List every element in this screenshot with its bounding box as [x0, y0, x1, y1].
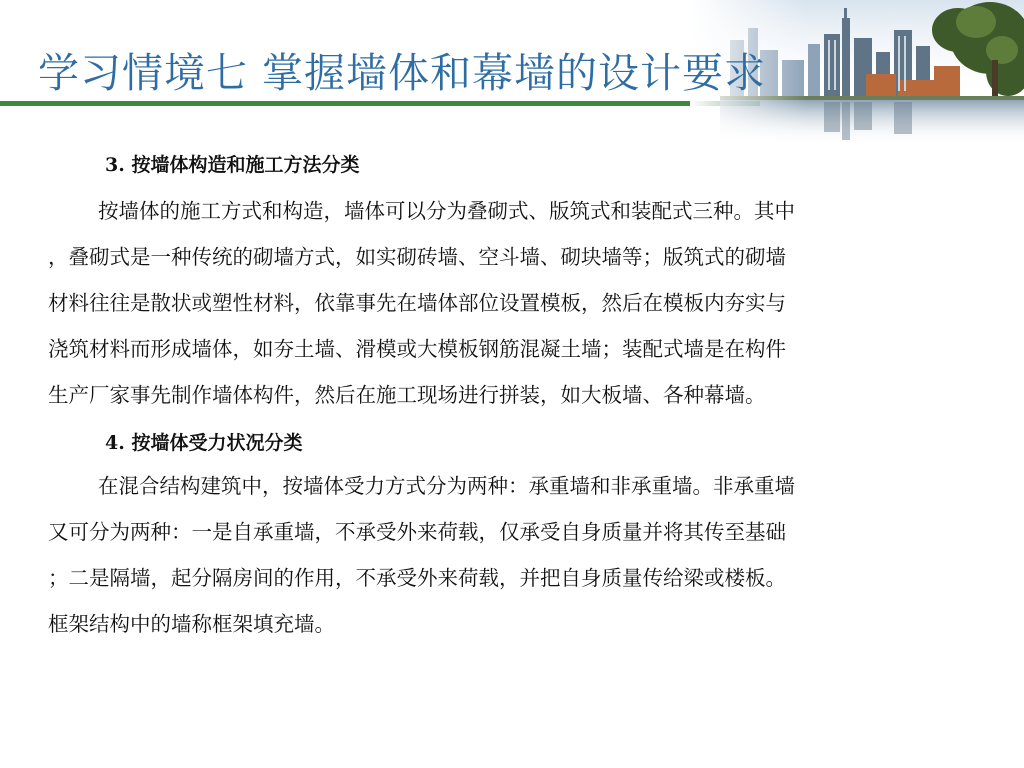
paragraph-line: ；二是隔墙，起分隔房间的作用，不承受外来荷载，并把自身质量传给梁或楼板。 [48, 566, 786, 590]
slide-title: 学习情境七 掌握墙体和幕墙的设计要求 [38, 49, 767, 97]
paragraph-line: 在混合结构建筑中，按墙体受力方式分为两种：承重墙和非承重墙。非承重墙 [98, 474, 795, 498]
section-heading-4: 4. 按墙体受力状况分类 [105, 432, 303, 454]
paragraph-line: 按墙体的施工方式和构造，墙体可以分为叠砌式、版筑式和装配式三种。其中 [98, 199, 795, 223]
section-4-paragraph [48, 463, 973, 647]
paragraph-line: 材料往往是散状或塑性材料，依靠事先在墙体部位设置模板，然后在模板内夯实与 [48, 291, 786, 315]
paragraph-line: 浇筑材料而形成墙体，如夯土墙、滑模或大模板钢筋混凝土墙；装配式墙是在构件 [48, 337, 786, 361]
paragraph-line: 又可分为两种：一是自承重墙，不承受外来荷载，仅承受自身质量并将其传至基础 [48, 520, 786, 544]
paragraph-line: 框架结构中的墙称框架填充墙。 [48, 612, 335, 636]
title-underline [0, 101, 760, 106]
paragraph-line: 生产厂家事先制作墙体构件，然后在施工现场进行拼装，如大板墙、各种幕墙。 [48, 383, 766, 407]
section-heading-3: 3. 按墙体构造和施工方法分类 [105, 154, 360, 176]
section-3-paragraph [48, 188, 973, 418]
paragraph-line: ，叠砌式是一种传统的砌墙方式，如实砌砖墙、空斗墙、砌块墙等；版筑式的砌墙 [48, 245, 786, 269]
